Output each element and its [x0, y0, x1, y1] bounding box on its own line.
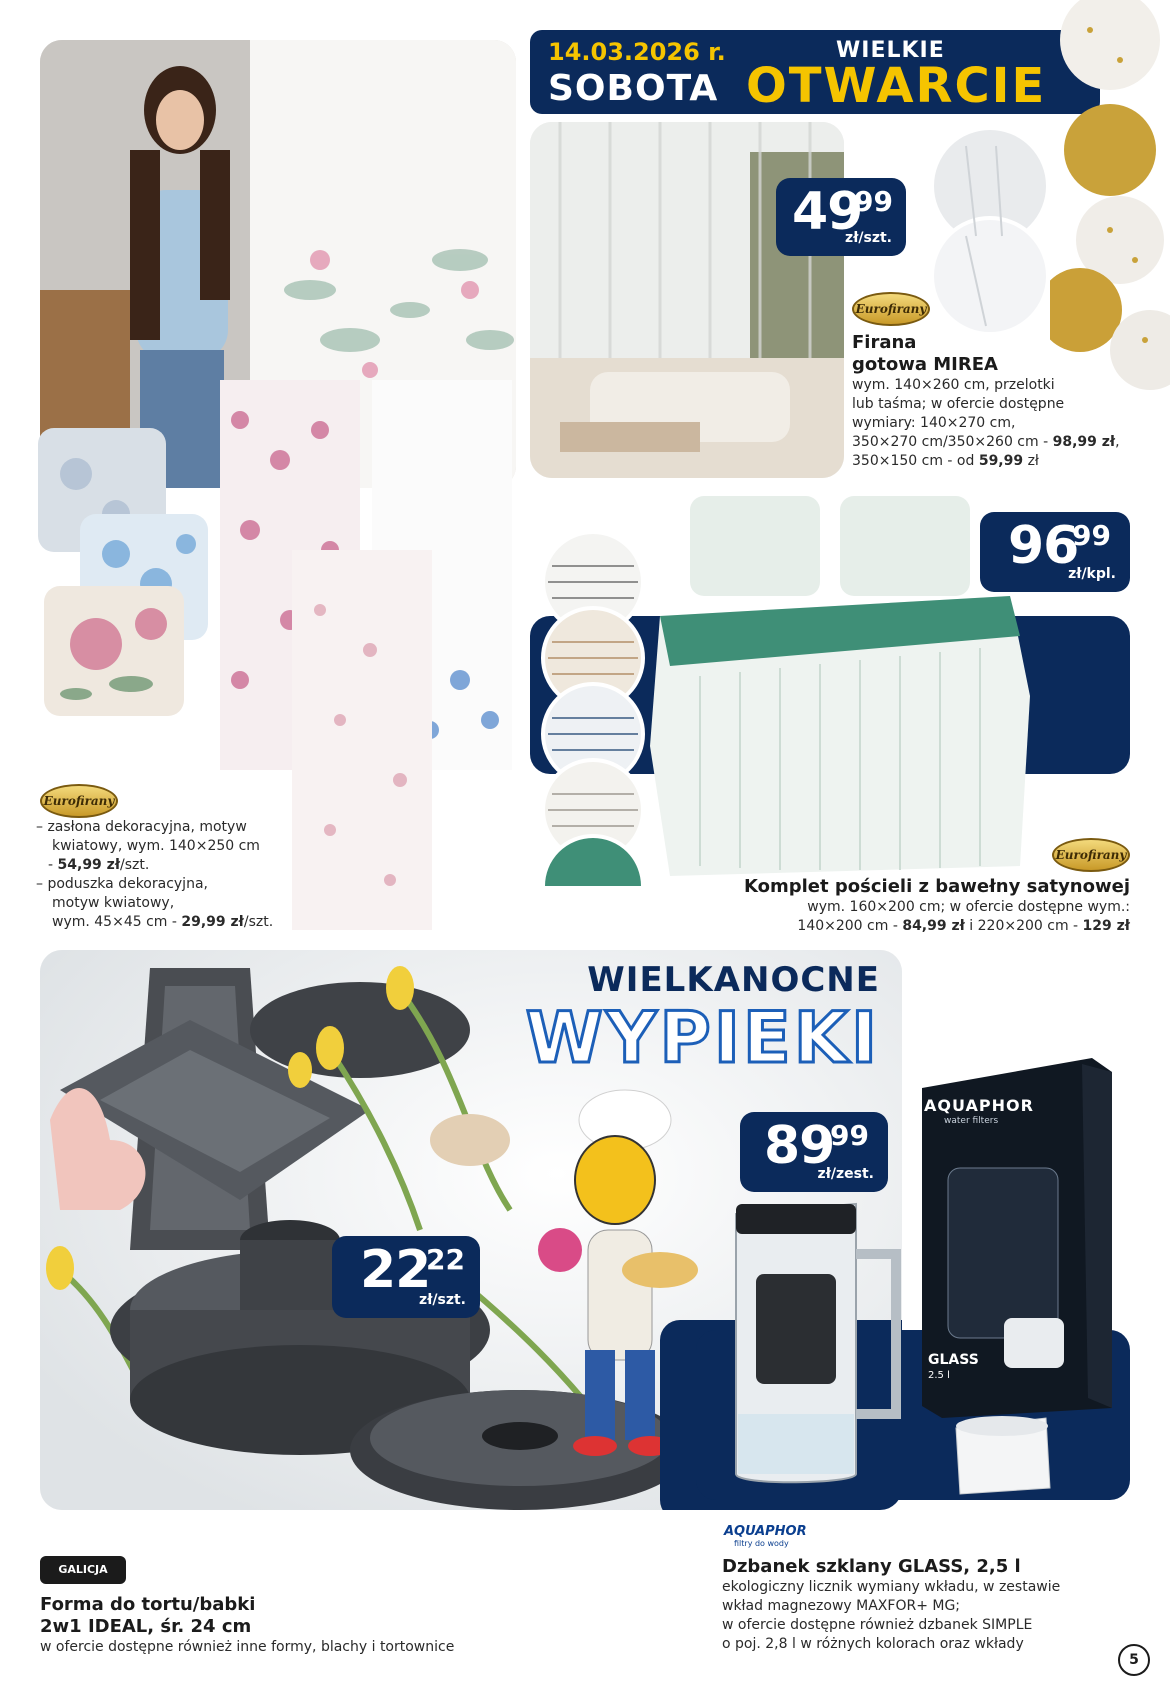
firana-price-alt-2: 59,99 [978, 453, 1024, 469]
galicja-logo [40, 1556, 126, 1584]
firana-detail-circles [926, 126, 1056, 336]
banner-day: SOBOTA [548, 68, 719, 109]
jug-price-tag [740, 1112, 888, 1192]
aquaphor-box-volume: 2.5 l [928, 1370, 950, 1381]
firana-photo [530, 122, 844, 478]
easter-line-1: WIELKANOCNE [587, 960, 880, 1000]
firana-price-main: 49 [792, 182, 863, 242]
jug-desc-3: w ofercie dostępne również dzbanek SIMPLE [722, 1617, 1033, 1633]
jug-title: Dzbanek szklany GLASS, 2,5 l [722, 1556, 1021, 1577]
firana-price-cents: 99 [854, 185, 893, 218]
jug-price-cents: 99 [830, 1119, 869, 1152]
pillows-art [36, 424, 214, 720]
bedding-price-unit: zł/kpl. [1068, 566, 1116, 582]
bedding-text [700, 876, 1130, 936]
firana-desc-4: 350×270 cm/350×260 cm - 98,99 zł, [852, 434, 1120, 450]
jug-desc-2: wkład magnezowy MAXFOR+ MG; [722, 1598, 961, 1614]
jug-price-unit: zł/zest. [817, 1166, 874, 1182]
jug-desc-4: o poj. 2,8 l w różnych kolorach oraz wkłady [722, 1636, 1024, 1652]
banner-date: 14.03.2026 r. [548, 38, 726, 66]
aquaphor-logo-sub: filtry do wody [734, 1539, 789, 1548]
cake-title-1: Forma do tortu/babki [40, 1594, 256, 1615]
pillow-price: 29,99 zł [181, 914, 244, 930]
aquaphor-logo [724, 1524, 807, 1548]
bedding-price-alt-2: 129 zł [1082, 918, 1130, 934]
easter-line-2: WYPIEKI [525, 997, 880, 1079]
firana-photo-art [530, 122, 844, 478]
bedding-price-cents: 99 [1072, 519, 1111, 552]
jug-price-main: 89 [764, 1116, 835, 1176]
drape-line-2: kwiatowy, wym. 140×250 cm [52, 838, 260, 854]
galicja-logo-text: GALICJA [58, 1563, 108, 1576]
jug-text [722, 1556, 1122, 1654]
cake-price-tag [332, 1236, 480, 1318]
opening-banner [530, 30, 1100, 114]
filter-cartridge-art [946, 1408, 1056, 1498]
drape-offer-text [36, 818, 296, 932]
bedding-price-alt-1: 84,99 zł [902, 918, 965, 934]
aquaphor-box-sub: water filters [944, 1116, 999, 1126]
firana-desc-5: 350×150 cm - od 59,99 zł [852, 453, 1039, 469]
drape-line-1: – zasłona dekoracyjna, motyw [36, 819, 247, 835]
page-number: 5 [1118, 1644, 1150, 1676]
banner-top-word: WIELKIE [836, 38, 945, 63]
aquaphor-box-model: GLASS [928, 1352, 979, 1368]
drape-line-5: motyw kwiatowy, [52, 895, 175, 911]
firana-text [852, 332, 1132, 471]
firana-desc-1: wym. 140×260 cm, przelotki [852, 377, 1055, 393]
firana-desc-3: wymiary: 140×270 cm, [852, 415, 1016, 431]
jug-desc-1: ekologiczny licznik wymiany wkładu, w zestawie [722, 1579, 1061, 1595]
glass-jug-art [716, 1194, 906, 1494]
bedding-art [540, 486, 1040, 886]
easter-heading [500, 960, 880, 1079]
drape-price: 54,99 zł [57, 857, 121, 873]
cake-desc: w ofercie dostępne również inne formy, blachy i tortownice [40, 1639, 455, 1655]
bedding-desc-1: wym. 160×200 cm; w ofercie dostępne wym.: [807, 899, 1130, 915]
bedding-price-tag [980, 512, 1130, 592]
drape-line-6: wym. 45×45 cm - 29,99 zł/szt. [52, 914, 274, 930]
firana-title-1: Firana [852, 332, 917, 353]
bedding-title: Komplet pościeli z bawełny satynowej [744, 876, 1130, 897]
cake-title-2: 2w1 IDEAL, śr. 24 cm [40, 1616, 252, 1637]
cake-price-cents: 22 [426, 1243, 465, 1276]
bedding-desc-2: 140×200 cm - 84,99 zł i 220×200 cm - 129 zł [797, 918, 1130, 934]
firana-title-2: gotowa MIREA [852, 354, 998, 375]
cake-price-main: 22 [360, 1240, 431, 1300]
bedding-price-main: 96 [1008, 516, 1079, 576]
drape-line-4: – poduszka dekoracyjna, [36, 876, 208, 892]
banner-big-word: OTWARCIE [746, 58, 1047, 114]
eurofirany-logo-firana: Eurofirany [852, 292, 930, 326]
firana-price-alt-1: 98,99 zł [1052, 434, 1116, 450]
cake-price-unit: zł/szt. [419, 1292, 466, 1308]
aquaphor-box-brand: AQUAPHOR [924, 1096, 1034, 1115]
aquaphor-logo-text: AQUAPHOR [724, 1524, 807, 1539]
eurofirany-logo-bedding: Eurofirany [1052, 838, 1130, 872]
eurofirany-logo-left: Eurofirany [40, 784, 118, 818]
firana-price-unit: zł/szt. [845, 230, 892, 246]
cake-text [40, 1594, 560, 1657]
firana-desc-2: lub taśma; w ofercie dostępne [852, 396, 1065, 412]
firana-price-tag [776, 178, 906, 256]
drape-line-3: - 54,99 zł/szt. [48, 857, 150, 873]
